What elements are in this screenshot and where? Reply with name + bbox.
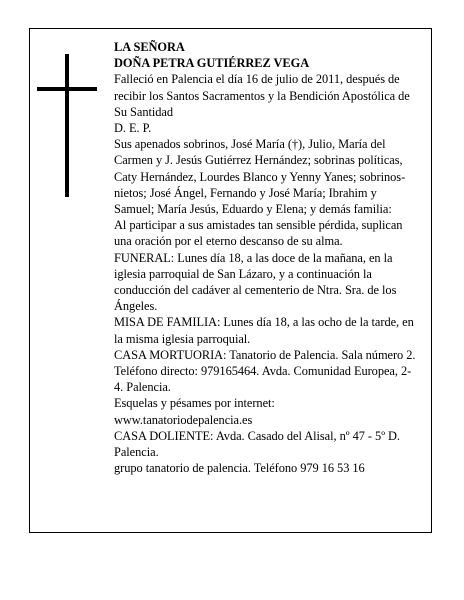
death-announcement: Falleció en Palencia el día 16 de julio de 2011, después de recibir los Santos Sacramentos y la Bendición Apostólica de Su Santidad [114,72,410,119]
title-line-1: LA SEÑORA [114,40,185,54]
deceased-name: DOÑA PETRA GUTIÉRREZ VEGA [114,56,310,71]
cross-icon [65,54,69,197]
cross-icon-bar [37,87,97,91]
funeral-info: FUNERAL: Lunes día 18, a las doce de la mañana, en la iglesia parroquial de San Lázaro, y a continuación la conducción del cadáver al cementerio de Ntra. Sra. de los Ángeles. [114,250,397,314]
mortuary-info: CASA MORTUORIA: Tanatorio de Palencia. Sala número 2. Teléfono directo: 979165464. Avda. Comunidad Europea, 2-4. Palencia. [114,347,416,395]
condolences-url: www.tanatoriodepalencia.es [114,412,253,427]
dep-line: D. E. P. [114,121,152,136]
prayer-request: Al participar a sus amistades tan sensible pérdida, suplican una oración por el eterno descanso de su alma. [114,218,403,249]
obituary-text [114,39,420,476]
family-list: Sus apenados sobrinos, José María (†), Julio, María del Carmen y J. Jesús Gutiérrez Hernández; sobrinas políticas, Caty Hernández, Lourdes Blanco y Yenny Yanes; sobrinos-nietos; José Ángel, Fernando y José María; Ibrahim y Samuel; María Jesús, Eduardo y Elena; y demás familia: [114,137,406,217]
footer-contact: grupo tanatorio de palencia. Teléfono 979 16 53 16 [114,461,365,476]
mourning-house-info: CASA DOLIENTE: Avda. Casado del Alisal, nº 47 - 5º D. Palencia. [114,428,400,460]
condolences-label: Esquelas y pésames por internet: [114,396,275,411]
family-mass-info: MISA DE FAMILIA: Lunes día 18, a las ocho de la tarde, en la misma iglesia parroquial. [114,315,414,346]
